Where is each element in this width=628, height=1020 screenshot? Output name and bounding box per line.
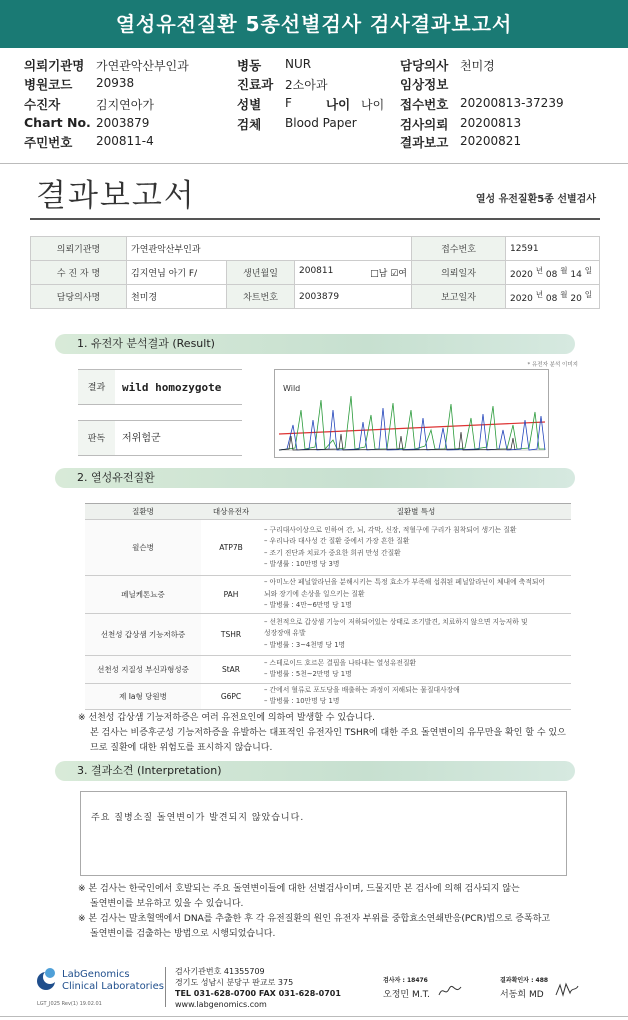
disease-description-line: – 우리나라 대사성 간 질환 중에서 가장 흔한 질환 (264, 537, 410, 545)
pt-request-label: 의뢰일자 (412, 261, 506, 285)
info-divider (0, 163, 628, 164)
title-rule (30, 218, 600, 220)
pt-report-year: 2020 (510, 294, 533, 304)
ward-label: 병동 (237, 58, 262, 73)
disease-description-line: – 발병률 : 3~4천명 당 1명 (264, 640, 346, 649)
report-footer (0, 963, 628, 1013)
tester-label: 검사자 : 18476 (383, 977, 428, 984)
age-value: 나이 (361, 98, 385, 112)
report-title: 결과보고서 (36, 178, 196, 214)
approver-signature-icon (554, 981, 580, 999)
judge-value: 저위험군 (122, 433, 161, 444)
hospital-code-value: 20938 (96, 76, 135, 90)
ward-value: NUR (285, 57, 312, 71)
dept-label: 진료과 (237, 77, 274, 92)
lab-tel: TEL 031-628-0700 FAX 031-628-0701 (175, 989, 341, 998)
pt-report-label: 보고일자 (412, 285, 506, 309)
disease-description-line: – 간에서 혈류로 포도당을 배출하는 과정이 저해되는 물질대사장애 (264, 685, 460, 694)
pt-request-month: 08 (545, 270, 558, 280)
specimen-label: 검체 (237, 117, 262, 132)
pt-year-unit: 년 (535, 266, 544, 275)
pt-receipt-label: 접수번호 (412, 237, 506, 261)
dept-value: 2소아과 (285, 78, 328, 92)
judge-row (78, 420, 242, 456)
approver-label: 결과확인자 : 488 (500, 977, 549, 984)
report-header-title: 열성유전질환 5종선별검사 검사결과보고서 (0, 0, 628, 48)
test-label: 검사의뢰 (400, 117, 449, 132)
result-label: 결과 (78, 370, 115, 404)
disease-name: 페닐케톤뇨증 (85, 576, 201, 614)
disease-description-line: – 발병률 : 4만~6만명 당 1명 (264, 601, 352, 609)
resident-label: 주민번호 (24, 135, 73, 150)
lab-web: www.labgenomics.com (175, 1000, 267, 1009)
method-note-line: ※ 본 검사는 말초혈액에서 DNA를 추출한 후 각 유전질환의 원인 유전자 부위를 중합효소연쇄반응(PCR)법으로 증폭하고 (78, 914, 551, 924)
pt-institution-value: 가연관악산부인과 (127, 237, 412, 261)
disease-row (85, 613, 571, 655)
report-date-label: 결과보고 (400, 135, 449, 150)
hospital-code-label: 병원코드 (24, 77, 73, 92)
disease-row (85, 683, 571, 709)
section-result-header: 1. 유전자 분석결과 (Result) (55, 334, 575, 354)
disease-row (85, 520, 571, 576)
lab-address: 경기도 성남시 분당구 판교로 375 (175, 978, 294, 987)
pt-report-day: 20 (570, 294, 582, 304)
pt-patient-label: 수 진 자 명 (31, 261, 127, 285)
pt-request-value (506, 261, 600, 285)
pt-month-unit: 월 (560, 266, 568, 275)
chart-label: Chart No. (24, 115, 91, 130)
disease-description (261, 613, 571, 655)
result-value: wild homozygote (122, 381, 222, 394)
section-disease-header: 2. 열성유전질환 (55, 468, 575, 488)
lab-number: 검사기관번호 41355709 (175, 967, 265, 976)
institution-label: 의뢰기관명 (24, 58, 85, 73)
labgenomics-logo-dot-icon (45, 968, 55, 978)
tester-name: 오정민 M.T. (383, 990, 430, 1000)
method-note-line: 돌연변이를 보유하고 있을 수 있습니다. (90, 899, 244, 909)
doctor-label: 담당의사 (400, 58, 449, 73)
disease-name: 제 Ia형 당원병 (85, 683, 201, 709)
pt-birth-cell (295, 261, 412, 285)
age-label: 나이 (326, 97, 351, 112)
disease-name: 선천성 지질성 부신과형성증 (85, 655, 201, 683)
disease-description-line: – 조기 진단과 치료가 중요한 희귀 만성 간질환 (264, 548, 401, 557)
result-row (78, 369, 242, 405)
pt-doctor-label: 담당의사명 (31, 285, 127, 309)
disease-description-line: – 발병률 : 5천~2만명 당 1명 (264, 670, 352, 678)
pt-year-unit: 년 (535, 290, 544, 299)
disease-table (85, 503, 571, 710)
judge-label: 판독 (78, 421, 115, 455)
logo-line2: Clinical Laboratories (62, 981, 164, 992)
report-date-value: 20200821 (460, 134, 522, 148)
section-interpretation-header: 3. 결과소견 (Interpretation) (55, 761, 575, 781)
disease-description (261, 683, 571, 709)
lab-address-block (175, 966, 341, 1010)
pt-birth-label: 생년월일 (227, 261, 295, 285)
disease-row (85, 576, 571, 614)
method-note (78, 882, 550, 942)
pt-receipt-value: 12591 (506, 237, 600, 261)
tshr-note-line: 므로 질환에 대한 위험도를 표시하지 않습니다. (90, 743, 273, 753)
pt-report-month: 08 (545, 294, 558, 304)
pt-month-unit: 월 (560, 290, 568, 299)
report-subtitle: 열성 유전질환5종 선별검사 (475, 194, 596, 205)
disease-col-desc: 질환별 특성 (261, 504, 571, 520)
tester-signature-icon (437, 983, 463, 999)
tshr-note-line: 본 검사는 비증후군성 기능저하증을 유발하는 대표적인 유전자인 TSHR에 대한 주요 돌연변이의 유무만을 확인 할 수 있으 (90, 728, 566, 738)
pt-patient-value: 김지연님 아기 F/ (127, 261, 227, 285)
pt-request-year: 2020 (510, 270, 533, 280)
interpretation-box: 주요 질병소질 돌연변이가 발견되지 않았습니다. (80, 791, 567, 876)
disease-gene: G6PC (201, 683, 261, 709)
chromatogram-graphic (275, 370, 548, 457)
tshr-note (78, 711, 566, 756)
patient-label: 수진자 (24, 97, 61, 112)
disease-col-gene: 대상유전자 (201, 504, 261, 520)
disease-gene: ATP7B (201, 520, 261, 576)
pt-chart-value: 2003879 (295, 285, 412, 309)
pt-institution-label: 의뢰기관명 (31, 237, 127, 261)
institution-value: 가연관악산부인과 (96, 59, 189, 73)
doctor-value: 천미경 (460, 59, 495, 73)
form-code: LGT_J025 Rev(1) 19.02.01 (37, 1001, 102, 1007)
sequence-chromatogram (274, 369, 549, 458)
result-image-note: * 유전자 분석 이미지 (527, 362, 578, 368)
patient-value: 김지연아가 (96, 98, 154, 112)
disease-description-line: – 발생률 : 10만명 당 3명 (264, 560, 340, 568)
pt-request-day: 14 (570, 270, 582, 280)
disease-description-line: – 발병률 : 10만명 당 1명 (264, 697, 340, 705)
disease-gene: PAH (201, 576, 261, 614)
pt-day-unit: 일 (584, 266, 592, 275)
method-note-line: 돌연변이를 검출하는 방법으로 시행되었습니다. (90, 929, 276, 939)
pt-report-value (506, 285, 600, 309)
receipt-label: 접수번호 (400, 97, 449, 112)
disease-gene: TSHR (201, 613, 261, 655)
disease-description-line: – 선천적으로 갑상샘 기능이 저하되어있는 상태로 조기발견, 치료하지 않으면 지능저하 및 (264, 617, 528, 626)
disease-description (261, 655, 571, 683)
disease-description-line: – 스테로이드 호르몬 결핍을 나타내는 열성유전질환 (264, 658, 417, 667)
method-note-line: ※ 본 검사는 한국인에서 호발되는 주요 돌연변이들에 대한 선별검사이며, 드물지만 본 검사에 의해 검사되지 않는 (78, 884, 520, 894)
disease-description-line: 뇌와 장기에 손상을 일으키는 질환 (264, 589, 365, 598)
chart-value: 2003879 (96, 116, 150, 130)
specimen-value: Blood Paper (285, 116, 357, 130)
page-bottom-rule (0, 1016, 628, 1017)
disease-description (261, 576, 571, 614)
test-value: 20200813 (460, 116, 522, 130)
disease-description-line: 성장장애 유발 (264, 629, 306, 638)
pt-sex-choice: □남 ☑여 (370, 269, 407, 279)
logo-line1: LabGenomics (62, 969, 130, 980)
pt-day-unit: 일 (584, 290, 592, 299)
pt-birth-value: 200811 (299, 266, 334, 276)
chromatogram-label: Wild (283, 384, 301, 393)
disease-description (261, 520, 571, 576)
disease-col-name: 질환명 (85, 504, 201, 520)
approver-name: 서동희 MD (500, 990, 544, 1000)
disease-description-line: – 아미노산 페닐알라닌을 분해시키는 특정 효소가 부족해 섭취된 페닐알라닌이 체내에 축적되어 (264, 578, 546, 586)
disease-name: 선천성 갑상샘 기능저하증 (85, 613, 201, 655)
disease-gene: StAR (201, 655, 261, 683)
disease-description-line: – 구리대사이상으로 인하여 간, 뇌, 각막, 신장, 적혈구에 구리가 침착되어 생기는 질환 (264, 525, 517, 534)
pt-doctor-value: 천미경 (127, 285, 227, 309)
tshr-note-line: ※ 선천성 갑상샘 기능저하증은 여러 유전요인에 의하여 발생할 수 있습니다. (78, 713, 375, 723)
sex-value: F (285, 96, 292, 110)
footer-divider (165, 967, 166, 1007)
sex-label: 성별 (237, 97, 262, 112)
pt-chart-label: 차트번호 (227, 285, 295, 309)
disease-name: 윌슨병 (85, 520, 201, 576)
receipt-value: 20200813-37239 (460, 96, 564, 110)
patient-table (30, 236, 600, 309)
resident-value: 200811-4 (96, 134, 154, 148)
clinical-label: 임상정보 (400, 77, 449, 92)
disease-row (85, 655, 571, 683)
